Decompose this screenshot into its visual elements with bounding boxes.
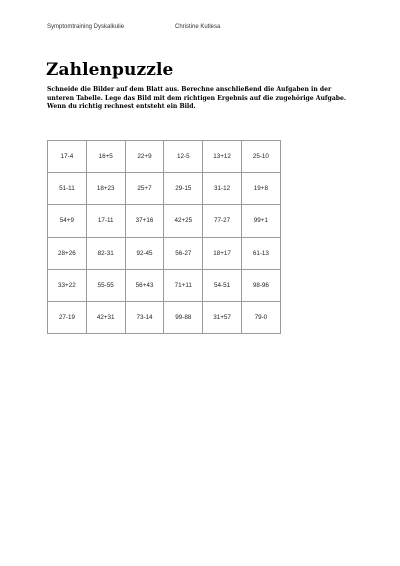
grid-cell: 12-5: [164, 141, 203, 173]
grid-cell: 31-12: [203, 173, 242, 205]
grid-cell: 25-10: [241, 141, 280, 173]
grid-cell: 19+8: [241, 173, 280, 205]
puzzle-grid: [47, 140, 281, 334]
course-name: Symptomtraining Dyskalkulie: [47, 24, 125, 30]
grid-row: [48, 205, 281, 237]
grid-cell: 18+17: [203, 237, 242, 269]
author-name: Christine Kutlesa: [175, 24, 221, 30]
grid-cell: 56+43: [125, 269, 164, 301]
instructions-text: Schneide die Bilder auf dem Blatt aus. Berechne anschließend die Aufgaben in der unteren Tabelle. Lege das Bild mit dem richtigen Ergebnis auf die zugehörige Aufgabe. Wenn du richtig rechnest entsteht ein Bild.: [47, 86, 347, 111]
grid-cell: 18+23: [86, 173, 125, 205]
grid-cell: 42+25: [164, 205, 203, 237]
grid-cell: 71+11: [164, 269, 203, 301]
grid-cell: 29-15: [164, 173, 203, 205]
page-header: [47, 24, 221, 30]
grid-cell: 51-11: [48, 173, 87, 205]
grid-cell: 27-19: [48, 301, 87, 333]
grid-cell: 82-31: [86, 237, 125, 269]
grid-cell: 16+5: [86, 141, 125, 173]
grid-cell: 92-45: [125, 237, 164, 269]
grid-cell: 13+12: [203, 141, 242, 173]
grid-cell: 79-0: [241, 301, 280, 333]
grid-cell: 56-27: [164, 237, 203, 269]
page-title: Zahlenpuzzle: [46, 60, 174, 80]
grid-cell: 77-27: [203, 205, 242, 237]
grid-cell: 61-13: [241, 237, 280, 269]
grid-cell: 42+31: [86, 301, 125, 333]
grid-row: [48, 141, 281, 173]
grid-cell: 17-4: [48, 141, 87, 173]
grid-cell: 99-88: [164, 301, 203, 333]
grid-row: [48, 237, 281, 269]
grid-cell: 55-55: [86, 269, 125, 301]
grid-row: [48, 301, 281, 333]
grid-cell: 37+16: [125, 205, 164, 237]
grid-cell: 73-14: [125, 301, 164, 333]
grid-cell: 22+9: [125, 141, 164, 173]
grid-cell: 17-11: [86, 205, 125, 237]
grid-cell: 99+1: [241, 205, 280, 237]
grid-row: [48, 269, 281, 301]
grid-cell: 25+7: [125, 173, 164, 205]
grid-row: [48, 173, 281, 205]
grid-cell: 98-96: [241, 269, 280, 301]
grid-cell: 31+57: [203, 301, 242, 333]
grid-cell: 28+26: [48, 237, 87, 269]
grid-cell: 33+22: [48, 269, 87, 301]
grid-cell: 54-51: [203, 269, 242, 301]
grid-cell: 54+9: [48, 205, 87, 237]
puzzle-grid-body: [48, 141, 281, 334]
